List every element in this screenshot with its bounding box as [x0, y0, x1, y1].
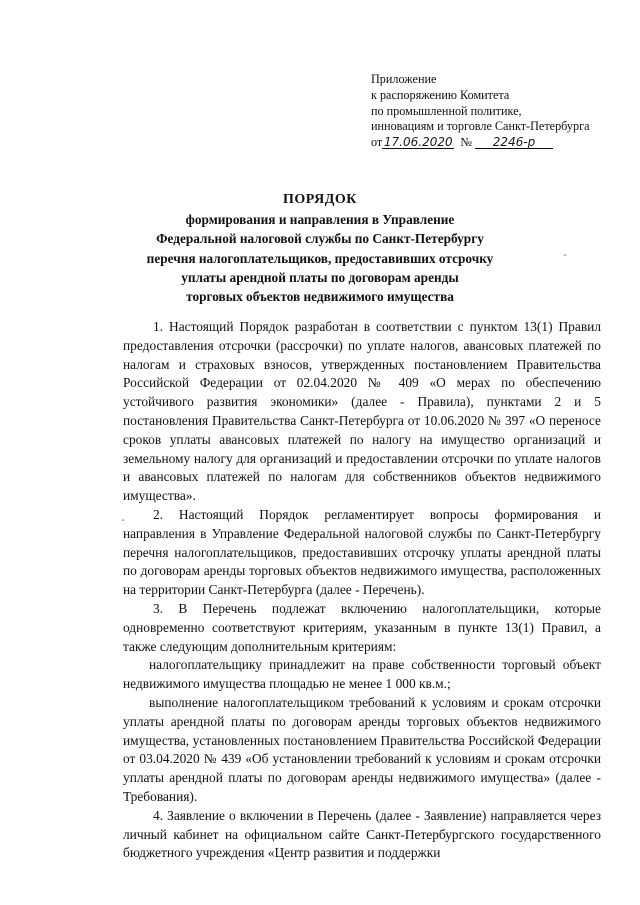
paragraph-4: 4. Заявление о включении в Перечень (далее - Заявление) направляется через личный кабинет на официальном сайте Санкт-Петербургского государственного бюджетного учреждения «Центр развития и поддержки	[123, 807, 601, 861]
title-line-2: Федеральной налоговой службы по Санкт-Петербургу	[156, 231, 484, 247]
appendix-date-number-line	[371, 135, 611, 151]
title-line-3: перечня налогоплательщиков, предоставивших отсрочку	[146, 250, 494, 266]
appendix-header	[371, 72, 611, 151]
handwritten-date: 17.06.2020	[383, 135, 453, 150]
appendix-line-3: по промышленной политике,	[371, 103, 522, 118]
appendix-line-4: инновациям и торговле Санкт-Петербурга	[371, 119, 590, 134]
number-label: №	[460, 135, 472, 150]
criterion-2: выполнение налогоплательщиком требований к условиям и срокам отсрочки уплаты арендной платы по договорам аренды торговых объектов недвижимого имущества, установленных постановлением Правительства Российской Федерации от 03.04.2020 № 439 «Об установлении требований к условиям и срокам отсрочки уплаты арендной платы по договорам аренды недвижимого имущества» (далее - Требования).	[123, 694, 601, 804]
appendix-line-1: Приложение	[371, 72, 437, 86]
criterion-1: налогоплательщику принадлежит на праве собственности торговый объект недвижимого имущества площадью не менее 1 000 кв.м.;	[123, 657, 601, 692]
from-label: от	[371, 135, 383, 150]
document-body	[123, 318, 601, 863]
title-line-5: торговых объектов недвижимого имущества	[186, 289, 454, 305]
handwritten-number: 2246-р	[475, 136, 553, 149]
paragraph-3: 3. В Перечень подлежат включению налогоплательщики, которые одновременно соответствуют критериям, указанным в пункте 13(1) Правил, а также следующим дополнительным критериям:	[123, 600, 601, 654]
document-title	[120, 190, 520, 306]
scan-speck: -	[563, 248, 567, 261]
title-main: ПОРЯДОК	[283, 192, 357, 207]
scan-speck: -	[121, 513, 125, 526]
paragraph-2: 2. Настоящий Порядок регламентирует вопросы формирования и направления в Управление Федеральной налоговой службы по Санкт-Петербургу перечня налогоплательщиков, предоставивших отсрочку уплаты арендной платы по договорам аренды торговых объектов недвижимого имущества, расположенных на территории Санкт-Петербурга (далее - Перечень).	[123, 506, 601, 598]
title-line-1: формирования и направления в Управление	[185, 212, 455, 228]
paragraph-1: 1. Настоящий Порядок разработан в соответствии с пунктом 13(1) Правил предоставления отсрочки (рассрочки) по уплате налогов, авансовых платежей по налогам и страховых взносов, утвержденных постановлением Правительства Российской Федерации от 02.04.2020 № 409 «О мерах по обеспечению устойчивого развития экономики» (далее - Правила), пунктами 2 и 5 постановления Правительства Санкт-Петербурга от 10.06.2020 № 397 «О переносе сроков уплаты авансовых платежей по налогу на имущество организаций и земельному налогу для организаций и предоставлении отсрочки по уплате налогов и авансовых платежей по налогам для собственников объектов недвижимого имущества».	[123, 319, 601, 504]
appendix-line-2: к распоряжению Комитета	[371, 87, 510, 102]
title-line-4: уплаты арендной платы по договорам аренды	[181, 269, 459, 285]
